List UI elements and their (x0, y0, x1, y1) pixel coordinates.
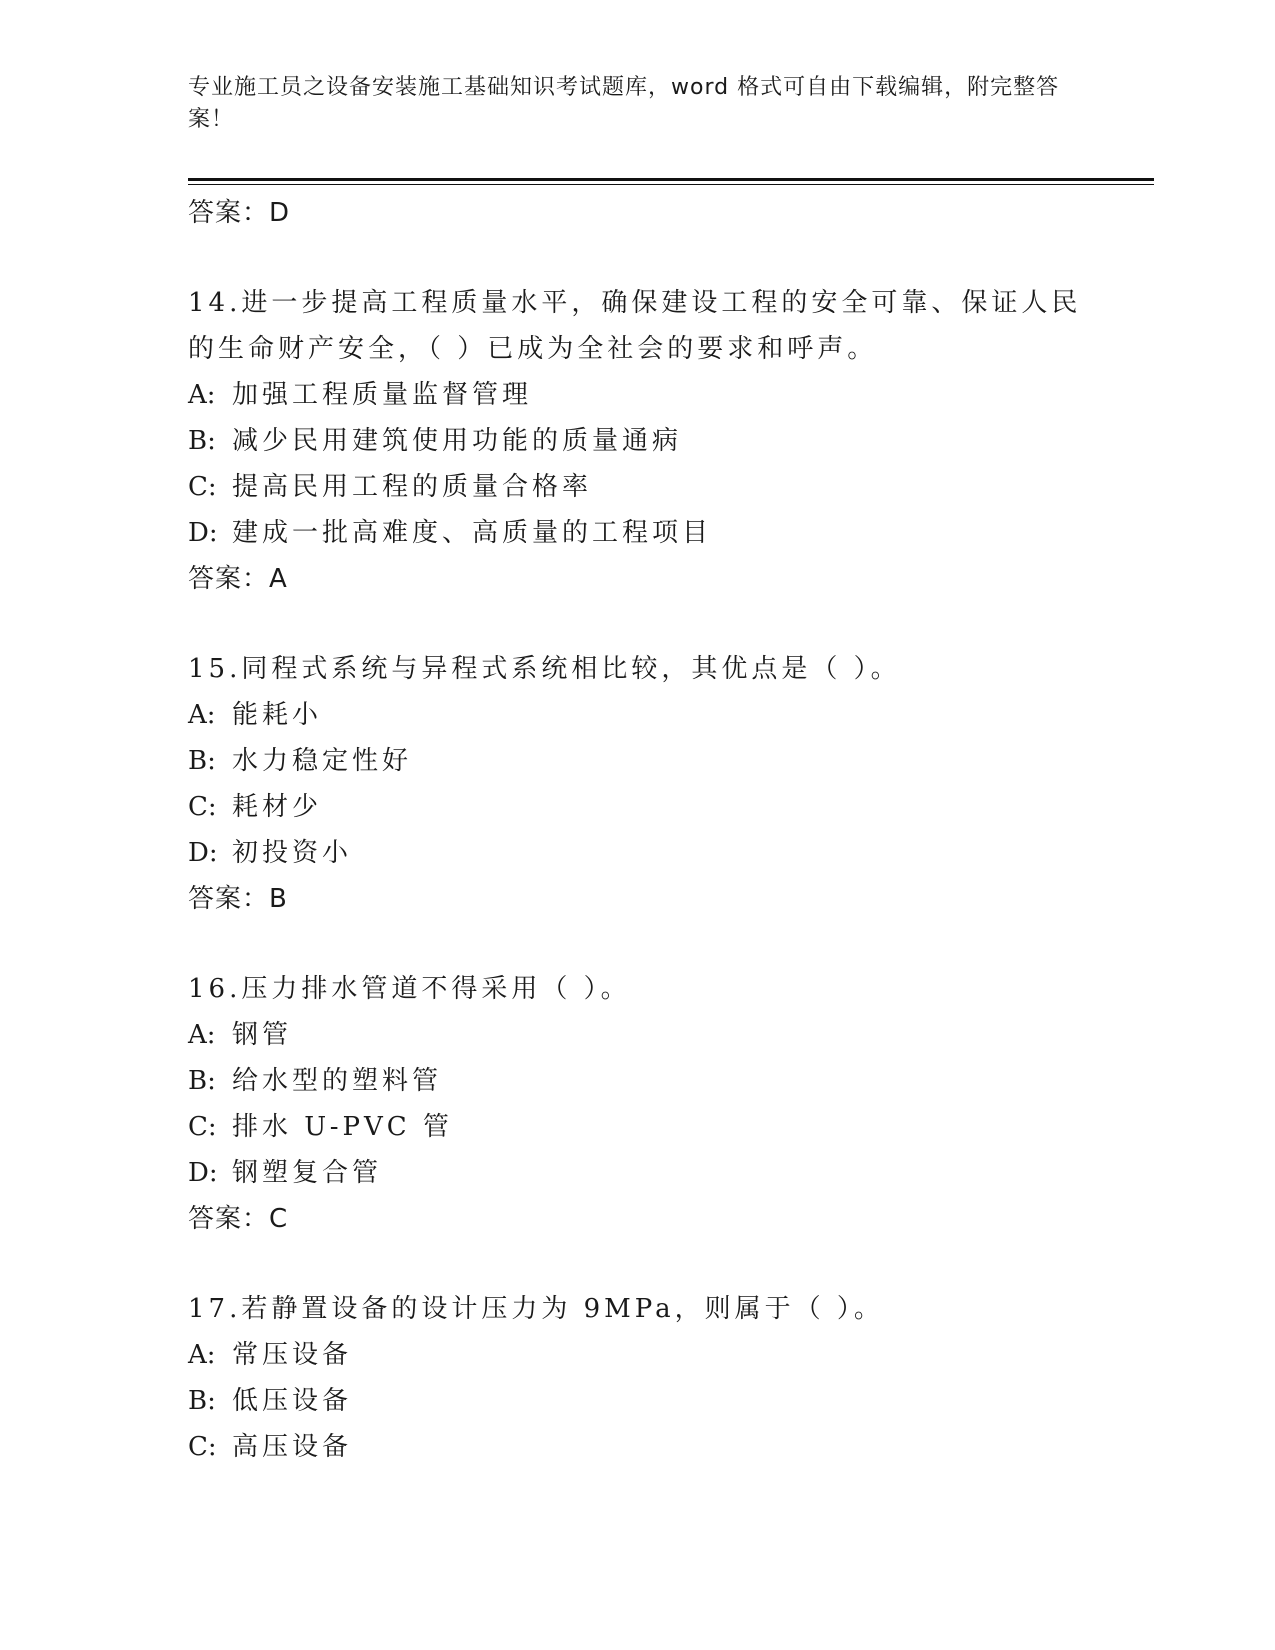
option-b (188, 738, 1088, 784)
option-text: 给水型的塑料管 (232, 1066, 443, 1096)
question-15 (188, 646, 1088, 922)
option-text: 能耗小 (232, 700, 323, 730)
option-letter: B: (188, 1066, 216, 1096)
option-text: 低压设备 (232, 1386, 353, 1416)
option-letter: C: (188, 1112, 217, 1142)
option-text: 加强工程质量监督管理 (232, 380, 533, 410)
option-c (188, 1104, 1088, 1150)
option-letter: B: (188, 426, 216, 456)
option-text: 初投资小 (232, 838, 353, 868)
option-letter: A: (188, 1020, 216, 1050)
option-text: 提高民用工程的质量合格率 (232, 472, 593, 502)
option-c (188, 1424, 1088, 1470)
question-14 (188, 280, 1088, 602)
question-17 (188, 1286, 1088, 1470)
option-d (188, 510, 1088, 556)
option-a (188, 1012, 1088, 1058)
option-letter: D: (188, 838, 218, 868)
option-text: 耗材少 (232, 792, 323, 822)
question-16 (188, 966, 1088, 1242)
option-letter: B: (188, 746, 216, 776)
option-c (188, 464, 1088, 510)
option-letter: D: (188, 518, 218, 548)
option-letter: D: (188, 1158, 218, 1188)
answer-line: 答案：B (188, 884, 288, 914)
header-rule-thin (188, 184, 1154, 185)
option-text: 水力稳定性好 (232, 746, 413, 776)
question-text: 17.若静置设备的设计压力为 9MPa，则属于（ ）。 (188, 1294, 884, 1324)
option-letter: A: (188, 700, 216, 730)
option-text: 钢塑复合管 (232, 1158, 383, 1188)
option-letter: C: (188, 1432, 217, 1462)
option-a (188, 692, 1088, 738)
option-letter: A: (188, 380, 216, 410)
option-d (188, 830, 1088, 876)
document-header (188, 72, 1068, 136)
option-c (188, 784, 1088, 830)
answer-line: 答案：A (188, 564, 288, 594)
document-body (188, 190, 1088, 1470)
option-a (188, 372, 1088, 418)
option-text: 钢管 (232, 1020, 293, 1050)
header-rule-thick (188, 178, 1154, 181)
option-b (188, 418, 1088, 464)
answer-line: 答案：D (188, 198, 291, 228)
option-a (188, 1332, 1088, 1378)
option-letter: A: (188, 1340, 216, 1370)
option-letter: C: (188, 792, 217, 822)
option-text: 高压设备 (232, 1432, 353, 1462)
option-text: 排水 U-PVC 管 (232, 1112, 453, 1142)
question-text: 14.进一步提高工程质量水平，确保建设工程的安全可靠、保证人民的生命财产安全，（ ）已成为全社会的要求和呼声。 (188, 288, 1082, 364)
question-text: 15.同程式系统与异程式系统相比较，其优点是（ ）。 (188, 654, 901, 684)
option-text: 常压设备 (232, 1340, 353, 1370)
option-text: 减少民用建筑使用功能的质量通病 (232, 426, 683, 456)
option-b (188, 1378, 1088, 1424)
option-b (188, 1058, 1088, 1104)
option-text: 建成一批高难度、高质量的工程项目 (232, 518, 713, 548)
header-title: 专业施工员之设备安装施工基础知识考试题库，word 格式可自由下载编辑，附完整答案！ (188, 75, 1060, 132)
option-d (188, 1150, 1088, 1196)
answer-line: 答案：C (188, 1204, 289, 1234)
option-letter: B: (188, 1386, 216, 1416)
option-letter: C: (188, 472, 217, 502)
question-text: 16.压力排水管道不得采用（ ）。 (188, 974, 631, 1004)
